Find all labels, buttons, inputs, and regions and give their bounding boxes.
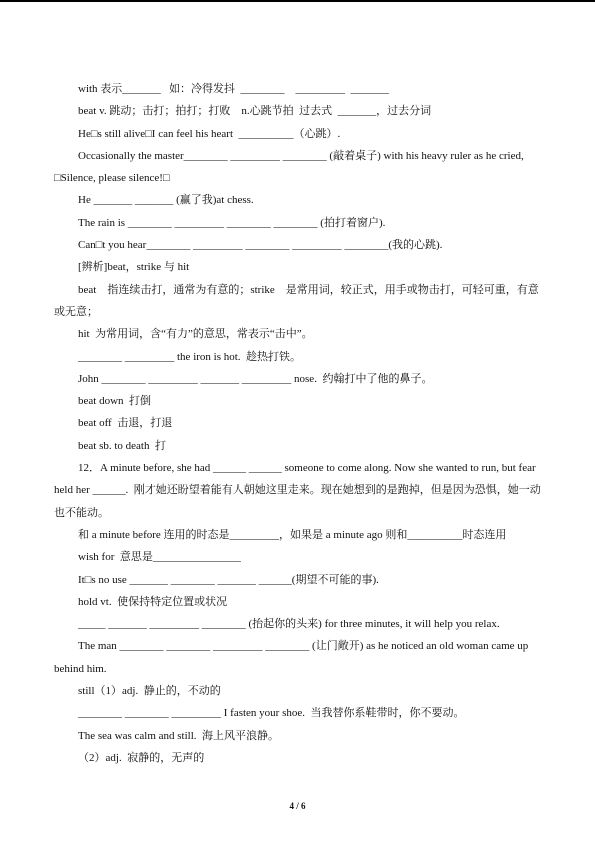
hit-explanation: hit 为常用词，含“有力”的意思，常表示“击中”。 <box>78 328 313 341</box>
beat-off-phrase: beat off 击退，打退 <box>78 417 173 430</box>
hold-definition: hold vt. 使保持特定位置或状况 <box>78 595 228 608</box>
iron-proverb-example: ________ _________ the iron is hot. 趁热打铁。 <box>78 350 302 363</box>
hear-heart-example: Can□t you hear________ _________ ________ _________ ________(我的心跳). <box>78 239 443 252</box>
wish-for-line: wish for 意思是________________ <box>78 551 241 564</box>
shoe-example: ________ ________ _________ I fasten your shoe. 当我替你系鞋带时，你不要动。 <box>78 707 465 720</box>
no-use-example: It□s no use _______ ________ _______ ______(期望不可能的事). <box>78 573 379 586</box>
sea-example: The sea was calm and still. 海上风平浪静。 <box>78 729 280 742</box>
tense-question-line: 和 a minute before 连用的时态是_________，如果是 a minute ago 则和__________时态连用 <box>78 528 507 541</box>
top-rule <box>0 0 595 2</box>
john-nose-example: John ________ _________ _______ _________ nose. 约翰打中了他的鼻子。 <box>78 372 433 385</box>
with-expression-line: with 表示_______ 如：冷得发抖 ________ _________ _______ <box>78 83 390 95</box>
document-body <box>54 78 542 769</box>
still-adj1-definition: still（1）adj. 静止的，不动的 <box>78 685 221 698</box>
item-12-paragraph: 12．A minute before, she had ______ ______ someone to come along. Now she wanted to run, but fear held her ______. 刚才她还盼望着能有人朝她这里走来。现在她想到的是跑掉，但是因为恐惧，她一动也不能动。 <box>54 462 541 519</box>
chess-example: He _______ _______ (赢了我)at chess. <box>78 194 254 207</box>
rain-example: The rain is ________ _________ ________ ________ (拍打着窗户). <box>78 216 386 229</box>
beat-down-phrase: beat down 打倒 <box>78 395 152 408</box>
beat-to-death-phrase: beat sb. to death 打 <box>78 439 166 452</box>
still-adj2-definition: （2）adj. 寂静的，无声的 <box>78 751 205 764</box>
hold-door-example: The man ________ ________ _________ ________ (让门敞开) as he noticed an old woman came up behind him. <box>54 640 532 675</box>
distinction-heading: [辨析]beat，strike 与 hit <box>78 261 190 274</box>
page-number: 4 / 6 <box>289 801 306 811</box>
heartbeat-example: He□s still alive□I can feel his heart __________（心跳）. <box>78 127 341 140</box>
beat-strike-explanation: beat 指连续击打，通常为有意的；strike 是常用词，较正式，用手或物击打，可轻可重，有意或无意； <box>54 283 539 318</box>
hold-head-example: _____ _______ _________ ________ (抬起你的头来) for three minutes, it will help you relax. <box>78 618 500 631</box>
beat-definition-line: beat v. 跳动；击打；拍打；打败 n.心跳节拍 过去式 _______，过去分词 <box>78 105 432 118</box>
master-example: Occasionally the master________ _________ ________ (敲着桌子) with his heavy ruler as he cried, □Silence, please silence!□ <box>54 149 527 185</box>
